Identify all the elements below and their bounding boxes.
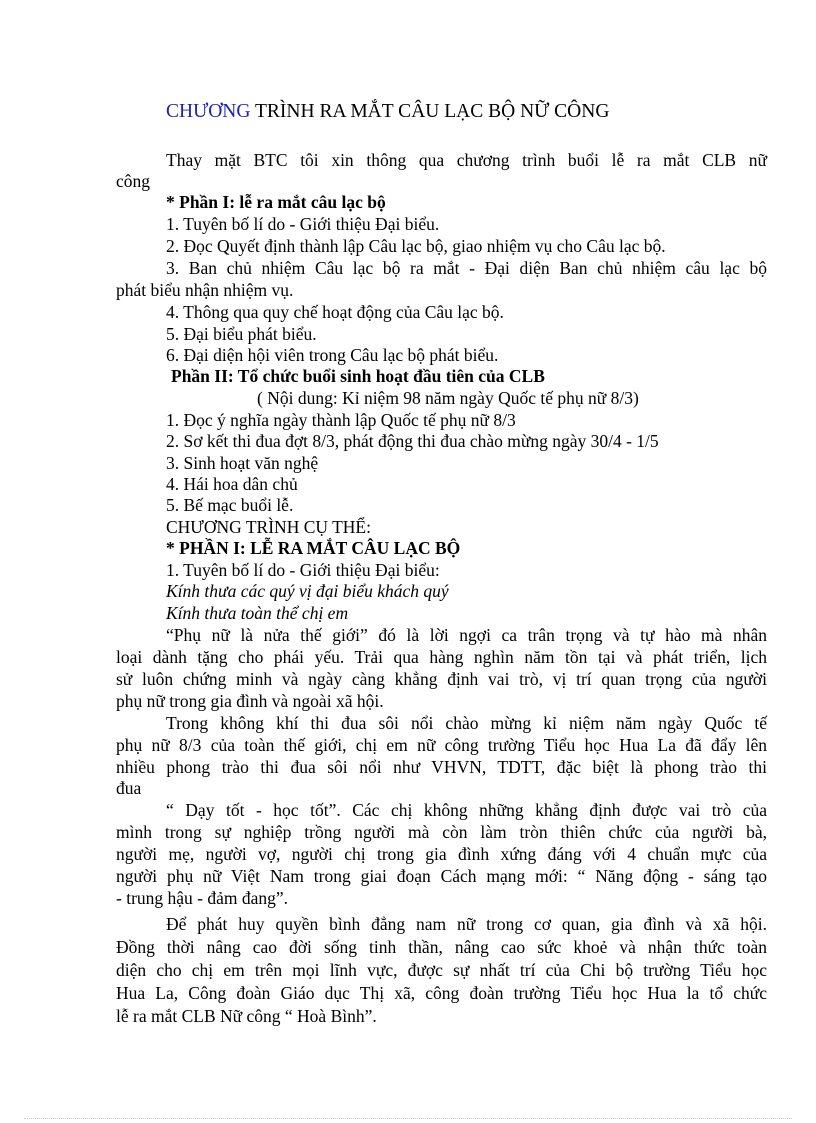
title-rest: TRÌNH RA MẮT CÂU LẠC BỘ NỮ CÔNG bbox=[250, 101, 610, 122]
part2-item-3: 3. Sinh hoạt văn nghệ bbox=[166, 453, 319, 473]
para4-line-1: Để phát huy quyền bình đẳng nam nữ trong cơ quan, gia đình và xã hội. bbox=[166, 914, 767, 934]
greeting-line-1: Kính thưa các quý vị đại biểu khách quý bbox=[166, 581, 449, 601]
para2-line-3: nhiều phong trào thi đua sôi nổi như VHVN, TDTT, đặc biệt là phong trào thi bbox=[116, 757, 767, 777]
part2-heading: Phần II: Tổ chức buổi sinh hoạt đầu tiên của CLB bbox=[171, 366, 545, 386]
para3-line-1: “ Dạy tốt - học tốt”. Các chị không những khẳng định được vai trò của bbox=[166, 800, 767, 820]
part1-item-3: 3. Ban chủ nhiệm Câu lạc bộ ra mắt - Đại diện Ban chủ nhiệm câu lạc bộ bbox=[166, 258, 767, 278]
para1-line-4: phụ nữ trong gia đình và ngoài xã hội. bbox=[116, 691, 384, 711]
para4-line-5: lễ ra mắt CLB Nữ công “ Hoà Bình”. bbox=[116, 1006, 377, 1026]
part2-item-4: 4. Hái hoa dân chủ bbox=[166, 474, 298, 494]
part1-item-2: 2. Đọc Quyết định thành lập Câu lạc bộ, giao nhiệm vụ cho Câu lạc bộ. bbox=[166, 236, 666, 256]
program-label: CHƯƠNG TRÌNH CỤ THỂ: bbox=[166, 517, 371, 537]
para4-line-2: Đồng thời nâng cao đời sống tinh thần, nâng cao sức khoẻ và nhận thức toàn bbox=[116, 937, 767, 957]
para3-line-2: mình trong sự nghiệp trồng người mà còn làm tròn thiên chức của người bà, bbox=[116, 822, 767, 842]
part1-item-5: 5. Đại biểu phát biểu. bbox=[166, 324, 317, 344]
para4-line-3: diện cho chị em trên mọi lĩnh vực, được sự nhất trí của Chi bộ trường Tiểu học bbox=[116, 960, 767, 980]
greeting-line-2: Kính thưa toàn thể chị em bbox=[166, 603, 349, 623]
part2-item-2: 2. Sơ kết thi đua đợt 8/3, phát động thi đua chào mừng ngày 30/4 - 1/5 bbox=[166, 431, 659, 451]
program-part1-heading: * PHẦN I: LỄ RA MẮT CÂU LẠC BỘ bbox=[166, 538, 461, 558]
para2-line-1: Trong không khí thi đua sôi nổi chào mừng kỉ niệm năm ngày Quốc tế bbox=[166, 713, 767, 733]
intro-line-2: công bbox=[116, 171, 151, 191]
document-title bbox=[166, 101, 766, 123]
para3-line-3: người mẹ, người vợ, người chị trong gia đình xứng đáng với 4 chuẩn mực của bbox=[116, 844, 767, 864]
para1-line-3: sử luôn chứng minh và ngày càng khẳng định vai trò, vị trí quan trọng của người bbox=[116, 669, 767, 689]
part2-item-1: 1. Đọc ý nghĩa ngày thành lập Quốc tế phụ nữ 8/3 bbox=[166, 410, 516, 430]
part1-item-4: 4. Thông qua quy chế hoạt động của Câu lạc bộ. bbox=[166, 302, 504, 322]
part1-item-1: 1. Tuyên bố lí do - Giới thiệu Đại biểu. bbox=[166, 214, 440, 234]
para1-line-2: loại dành tặng cho phái yếu. Trải qua hàng nghìn năm tồn tại và phát triển, lịch bbox=[116, 647, 767, 667]
part1-heading: * Phần I: lễ ra mắt câu lạc bộ bbox=[166, 192, 386, 212]
para2-line-4: đua bbox=[116, 778, 142, 798]
para2-line-2: phụ nữ 8/3 của toàn thế giới, chị em nữ công trường Tiểu học Hua La đã đẩy lên bbox=[116, 735, 767, 755]
program-item-1: 1. Tuyên bố lí do - Giới thiệu Đại biểu: bbox=[166, 560, 440, 580]
title-highlight: CHƯƠNG bbox=[166, 101, 251, 122]
para3-line-4: người phụ nữ Việt Nam trong giai đoạn Cách mạng mới: “ Năng động - sáng tạo bbox=[116, 866, 767, 886]
part2-item-5: 5. Bế mạc buổi lễ. bbox=[166, 495, 294, 515]
part1-item-6: 6. Đại diện hội viên trong Câu lạc bộ phát biểu. bbox=[166, 345, 499, 365]
part2-subheading: ( Nội dung: Kỉ niệm 98 năm ngày Quốc tế phụ nữ 8/3) bbox=[257, 388, 639, 408]
para1-line-1: “Phụ nữ là nửa thế giới” đó là lời ngợi ca trân trọng và tự hào mà nhân bbox=[166, 625, 767, 645]
para4-line-4: Hua La, Công đoàn Giáo dục Thị xã, công đoàn trường Tiểu học Hua la tổ chức bbox=[116, 983, 767, 1003]
part1-item-3-cont: phát biểu nhận nhiệm vụ. bbox=[116, 280, 294, 300]
intro-line-1: Thay mặt BTC tôi xin thông qua chương trình buổi lễ ra mắt CLB nữ bbox=[166, 150, 767, 170]
para3-line-5: - trung hậu - đảm đang”. bbox=[116, 888, 289, 908]
page-footer-rule bbox=[24, 1118, 792, 1119]
